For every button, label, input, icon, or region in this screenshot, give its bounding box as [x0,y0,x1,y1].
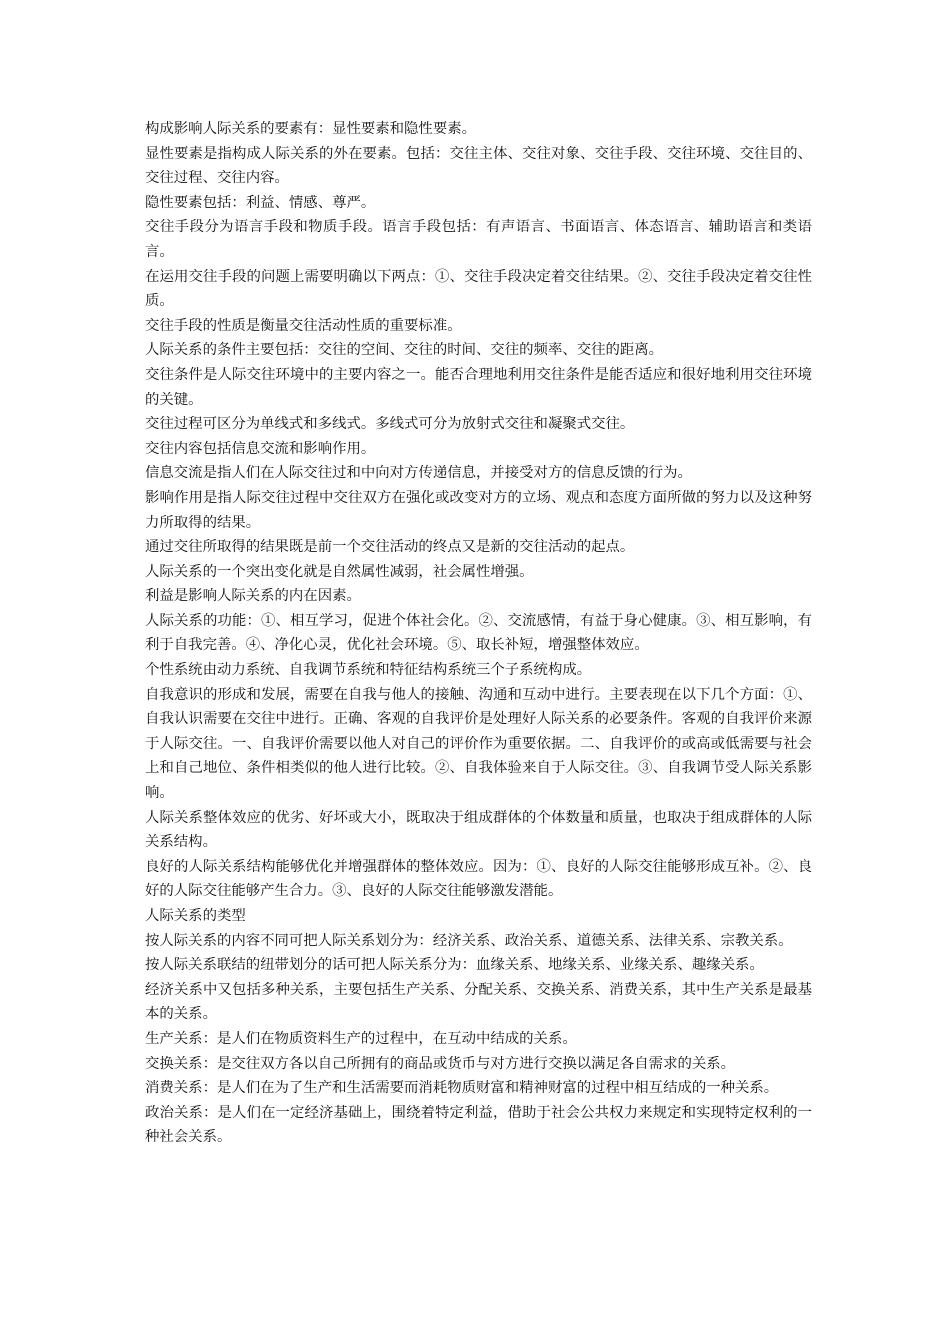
paragraph: 交往条件是人际交往环境中的主要内容之一。能否合理地利用交往条件是能否适应和很好地利用交往环境的关键。 [145,366,812,408]
paragraph: 消费关系：是人们在为了生产和生活需要而消耗物质财富和精神财富的过程中相互结成的一种关系。 [145,1080,779,1097]
paragraph: 政治关系：是人们在一定经济基础上，围绕着特定利益，借助于社会公共权力来规定和实现特定权利的一种社会关系。 [145,1104,812,1146]
paragraph: 交往手段的性质是衡量交往活动性质的重要标准。 [145,317,462,334]
paragraph: 显性要素是指构成人际关系的外在要素。包括：交往主体、交往对象、交往手段、交往环境、交往目的、交往过程、交往内容。 [145,145,812,187]
paragraph: 交换关系：是交往双方各以自己所拥有的商品或货币与对方进行交换以满足各自需求的关系。 [145,1055,736,1072]
paragraph: 在运用交往手段的问题上需要明确以下两点：①、交往手段决定着交往结果。②、交往手段决定着交往性质。 [145,268,812,310]
paragraph: 交往内容包括信息交流和影响作用。 [145,440,376,457]
paragraph: 构成影响人际关系的要素有：显性要素和隐性要素。 [145,121,476,137]
document-body [145,117,812,1150]
paragraph: 利益是影响人际关系的内在因素。 [145,588,361,605]
paragraph: 隐性要素包括：利益、情感、尊严。 [145,194,376,211]
paragraph: 自我意识的形成和发展，需要在自我与他人的接触、沟通和互动中进行。主要表现在以下几个方面：①、自我认识需要在交往中进行。正确、客观的自我评价是处理好人际关系的必要条件。客观的自我评价来源于人际交往。一、自我评价需要以他人对自己的评价作为重要依据。二、自我评价的或高或低需要与社会上和自己地位、条件相类似的他人进行比较。②、自我体验来自于人际交往。③、自我调节受人际关系影响。 [145,686,812,802]
section-heading: 人际关系的类型 [145,908,246,924]
paragraph: 人际关系的条件主要包括：交往的空间、交往的时间、交往的频率、交往的距离。 [145,342,664,359]
paragraph: 信息交流是指人们在人际交往过和中向对方传递信息，并接受对方的信息反馈的行为。 [145,465,692,482]
paragraph: 生产关系：是人们在物质资料生产的过程中，在互动中结成的关系。 [145,1030,577,1047]
paragraph: 人际关系的功能：①、相互学习，促进个体社会化。②、交流感情，有益于身心健康。③、相互影响，有利于自我完善。④、净化心灵，优化社会环境。⑤、取长补短，增强整体效应。 [145,612,812,654]
paragraph: 按人际关系联结的纽带划分的话可把人际关系分为：血缘关系、地缘关系、业缘关系、趣缘关系。 [145,957,764,974]
paragraph: 良好的人际关系结构能够优化并增强群体的整体效应。因为：①、良好的人际交往能够形成互补。②、良好的人际交往能够产生合力。③、良好的人际交往能够激发潜能。 [145,858,812,900]
paragraph: 个性系统由动力系统、自我调节系统和特征结构系统三个子系统构成。 [145,662,592,679]
paragraph: 交往过程可区分为单线式和多线式。多线式可分为放射式交往和凝聚式交往。 [145,416,635,433]
paragraph: 交往手段分为语言手段和物质手段。语言手段包括：有声语言、书面语言、体态语言、辅助语言和类语言。 [145,219,812,260]
paragraph: 按人际关系的内容不同可把人际关系划分为：经济关系、政治关系、道德关系、法律关系、宗教关系。 [145,932,793,949]
paragraph: 影响作用是指人际交往过程中交往双方在强化或改变对方的立场、观点和态度方面所做的努力以及这种努力所取得的结果。 [145,489,812,531]
paragraph: 人际关系的一个突出变化就是自然属性减弱，社会属性增强。 [145,563,534,580]
paragraph: 人际关系整体效应的优劣、好坏或大小，既取决于组成群体的个体数量和质量，也取决于组成群体的人际关系结构。 [145,809,812,851]
paragraph: 通过交往所取得的结果既是前一个交往活动的终点又是新的交往活动的起点。 [145,539,635,556]
paragraph: 经济关系中又包括多种关系，主要包括生产关系、分配关系、交换关系、消费关系，其中生产关系是最基本的关系。 [145,981,812,1023]
